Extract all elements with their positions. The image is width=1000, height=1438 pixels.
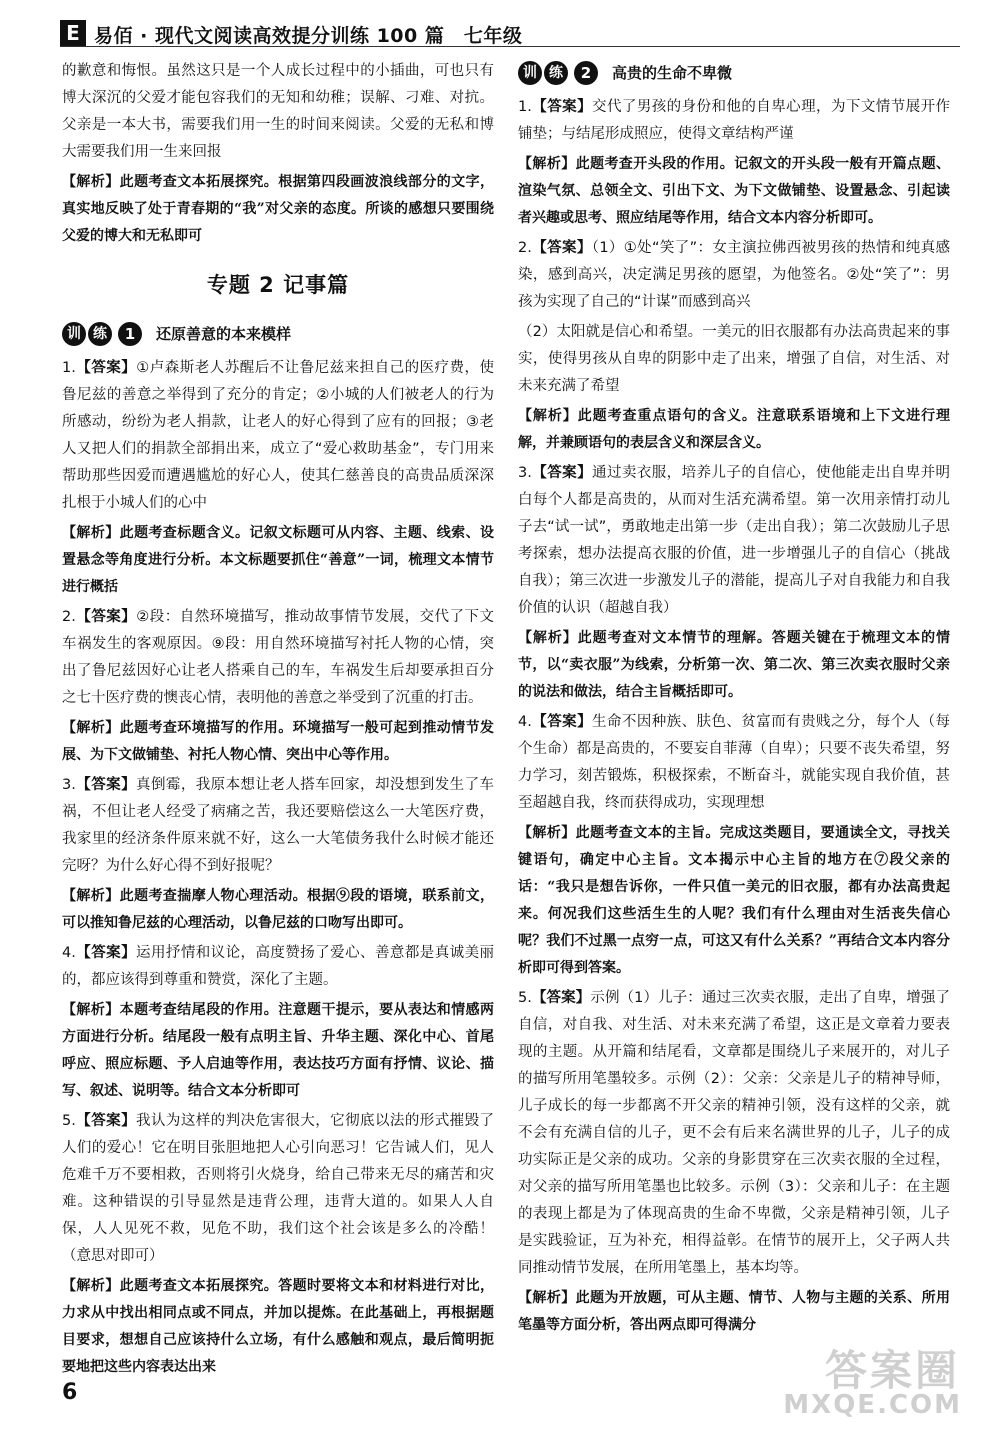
training-title: 高贵的生命不卑微 <box>612 63 733 82</box>
analysis-text: 此题考查揣摩人物心理活动。根据⑨段的语境，联系前文，可以推知鲁尼兹的心理活动，以鲁尼兹的口吻写出即可。 <box>62 888 494 931</box>
answer-item <box>518 235 950 316</box>
watermark <box>750 1338 970 1426</box>
training-heading-1 <box>62 319 494 349</box>
analysis-text: 此题考查对文本情节的理解。答题关键在于梳理文本的情节，以“卖衣服”为线索，分析第一次、第二次、第三次卖衣服时父亲的说法和做法，结合主旨概括即可。 <box>518 630 951 700</box>
book-title: 易佰 · 现代文阅读高效提分训练 100 篇 七年级 <box>94 25 523 47</box>
item-number: 2. <box>518 240 532 256</box>
training-heading-2 <box>518 58 950 88</box>
answer-item <box>518 460 950 622</box>
analysis-tag: 【解析】 <box>62 1278 120 1294</box>
analysis-text: 此题考查文本拓展探究。根据第四段画波浪线部分的文字，真实地反映了处于青春期的“我”对父亲的态度。所谈的感想只要围绕父爱的博大和无私即可 <box>62 174 494 244</box>
analysis-item <box>518 1285 950 1339</box>
answer-text: 交代了男孩的身份和他的自卑心理，为下文情节展开作铺垫；与结尾形成照应，使得文章结构严谨 <box>518 99 950 142</box>
analysis-item <box>62 715 494 769</box>
analysis-item <box>518 625 950 706</box>
answer-tag: 【答案】 <box>531 990 591 1006</box>
train-badge-char: 练 <box>88 322 112 346</box>
answer-text: 我认为这样的判决危害很大，它彻底以法的形式摧毁了人们的爱心！它在明目张胆地把人心引向恶习！它告诫人们，见人危难千万不要相救，否则将引火烧身，给自己带来无尽的痛苦和灾难。这种错误的引导显然是违背公理，违背大道的。如果人人自保，人人见死不救，见危不助，我们这个社会该是多么的冷酷！（意思对即可） <box>62 1113 494 1264</box>
train-badge-char: 训 <box>518 61 542 85</box>
intro-analysis <box>62 169 494 250</box>
analysis-tag: 【解析】 <box>518 825 576 841</box>
answer-text: 真倒霉，我原本想让老人搭车回家，却没想到发生了车祸，不但让老人经受了病痛之苦，我还要赔偿这么一大笔医疗费，我家里的经济条件原来就不好，这么一大笔债务我什么时候才能还完呀？为什么好心得不到好报呢？ <box>62 777 494 874</box>
analysis-item <box>518 403 950 457</box>
answer-tag: 【答案】 <box>75 1113 137 1129</box>
train-badge-char: 练 <box>544 61 568 85</box>
analysis-tag: 【解析】 <box>62 174 120 190</box>
answer-tag: 【答案】 <box>531 99 593 115</box>
left-column <box>62 58 494 1384</box>
answer-text: 示例（1）儿子：通过三次卖衣服，走出了自卑，增强了自信，对自我、对生活、对未来充满了希望，这正是文章着力要表现的主题。从开篇和结尾看，文章都是围绕儿子来展开的，对儿子的描写所用笔墨较多。示例（2）：父亲：父亲是儿子的精神导师，儿子成长的每一步都离不开父亲的精神引领，没有这样的父亲，就不会有充满自信的儿子，更不会有后来名满世界的儿子，儿子的成功实际正是父亲的成功。父亲的身影贯穿在三次卖衣服的全过程，对父亲的描写所用笔墨也比较多。示例（3）：父亲和儿子：在主题的表现上都是为了体现高贵的生命不卑微，父亲是精神引领，儿子是实践验证，互为补充，相得益彰。在情节的展开上，父子两人共同推动情节发展，在所用笔墨上，基本均等。 <box>518 990 951 1276</box>
analysis-item <box>62 997 494 1105</box>
analysis-tag: 【解析】 <box>62 525 120 541</box>
analysis-item <box>62 883 494 937</box>
answer-tag: 【答案】 <box>75 945 137 961</box>
item-number: 4. <box>62 945 76 961</box>
answer-item <box>62 355 494 517</box>
analysis-text: 此题为开放题，可从主题、情节、人物与主题的关系、所用笔墨等方面分析，答出两点即可得满分 <box>518 1290 950 1333</box>
item-number: 4. <box>518 714 532 730</box>
analysis-item <box>518 820 950 982</box>
right-column <box>518 58 950 1342</box>
item-number: 1. <box>62 360 76 376</box>
answer-text: 通过卖衣服，培养儿子的自信心，使他能走出自卑并明白每个人都是高贵的，从而对生活充满希望。第一次用亲情打动儿子去“试一试”，勇敢地走出第一步（走出自我）；第二次鼓励儿子思考探索，想办法提高衣服的价值，进一步增强儿子的自信心（挑战自我）；第三次进一步激发儿子的潜能，提高儿子对自我能力和自我价值的认识（超越自我） <box>518 465 950 616</box>
train-badge-char: 训 <box>62 322 86 346</box>
answer-item <box>62 940 494 994</box>
left-answer-list <box>62 355 494 1381</box>
page-header <box>60 14 960 54</box>
answer-text: ①卢森斯老人苏醒后不让鲁尼兹来担自己的医疗费，使鲁尼兹的善意之举得到了充分的肯定；②小城的人们被老人的行为所感动，纷纷为老人捐款，让老人的好心得到了应有的回报；③老人又把人们的捐款全部捐出来，成立了“爱心救助基金”，专门用来帮助那些因爱而遭遇尴尬的好心人，使其仁慈善良的高贵品质深深扎根于小城人们的心中 <box>62 360 495 511</box>
answer-item <box>518 709 950 817</box>
analysis-text: 此题考查环境描写的作用。环境描写一般可起到推动情节发展、为下文做铺垫、衬托人物心情、突出中心等作用。 <box>62 720 494 763</box>
item-number: 1. <box>518 99 532 115</box>
analysis-text: 此题考查标题含义。记叙文标题可从内容、主题、线索、设置悬念等角度进行分析。本文标题要抓住“善意”一词，梳理文本情节进行概括 <box>62 525 494 595</box>
analysis-tag: 【解析】 <box>518 630 578 646</box>
analysis-text: 此题考查重点语句的含义。注意联系语境和上下文进行理解，并兼顾语句的表层含义和深层含义。 <box>518 408 951 451</box>
page-number: 6 <box>62 1380 78 1405</box>
item-number: 5. <box>62 1113 76 1129</box>
analysis-tag: 【解析】 <box>62 1002 120 1018</box>
intro-paragraph: 的歉意和悔恨。虽然这只是一个人成长过程中的小插曲，可也只有博大深沉的父爱才能包容我们的无知和幼稚；误解、刁难、对抗。父亲是一本大书，需要我们用一生的时间来阅读。父爱的无私和博大需要我们用一生来回报 <box>62 63 494 160</box>
answer-text: 运用抒情和议论，高度赞扬了爱心、善意都是真诚美丽的，都应该得到尊重和赞赏，深化了主题。 <box>62 945 494 988</box>
train-badge-number: 2 <box>574 61 598 85</box>
item-number: 3. <box>62 777 76 793</box>
analysis-text: 本题考查结尾段的作用。注意题干提示，要从表达和情感两方面进行分析。结尾段一般有点明主旨、升华主题、深化中心、首尾呼应、照应标题、予人启迪等作用，表达技巧方面有抒情、议论、描写、叙述、说明等。结合文本分析即可 <box>62 1002 494 1099</box>
answer-continuation: （2）太阳就是信心和希望。一美元的旧衣服都有办法高贵起来的事实，使得男孩从自卑的阴影中走了出来，增强了自信，对生活、对未来充满了希望 <box>518 324 950 394</box>
answer-item <box>62 772 494 880</box>
analysis-text: 此题考查文本的主旨。完成这类题目，要通读全文，寻找关键语句，确定中心主旨。文本揭示中心主旨的地方在⑦段父亲的话：“我只是想告诉你，一件只值一美元的旧衣服，都有办法高贵起来。何况我们这些活生生的人呢？我们有什么理由对生活丧失信心呢？我们不过黑一点穷一点，可这又有什么关系？”再结合文本内容分析即可得到答案。 <box>518 825 950 976</box>
train-badge-number: 1 <box>118 322 142 346</box>
watermark-logo: 答案圈 <box>824 1346 960 1395</box>
answer-text: 生命不因种族、肤色、贫富而有贵贱之分，每个人（每个生命）都是高贵的，不要妄自菲薄（自卑）；只要不丧失希望，努力学习，刻苦锻炼，积极探索，不断奋斗，就能实现自我价值，甚至超越自我，终而获得成功，实现理想 <box>518 714 950 811</box>
analysis-tag: 【解析】 <box>518 408 578 424</box>
analysis-tag: 【解析】 <box>62 720 120 736</box>
analysis-item <box>518 151 950 232</box>
analysis-item <box>62 520 494 601</box>
analysis-tag: 【解析】 <box>62 888 120 904</box>
item-number: 3. <box>518 465 532 481</box>
analysis-tag: 【解析】 <box>518 1290 576 1306</box>
answer-tag: 【答案】 <box>75 609 137 625</box>
analysis-text: 此题考查开头段的作用。记叙文的开头段一般有开篇点题、渲染气氛、总领全文、引出下文、为下文做铺垫、设置悬念、引起读者兴趣或思考、照应结尾等作用，结合文本内容分析即可。 <box>518 156 950 226</box>
analysis-text: 此题考查文本拓展探究。答题时要将文本和材料进行对比，力求从中找出相同点或不同点，并加以提炼。在此基础上，再根据题目要求，想想自己应该持什么立场，有什么感触和观点，最后简明扼要地把这些内容表达出来 <box>62 1278 494 1375</box>
header-rule <box>60 46 960 47</box>
right-answer-list <box>518 94 950 1339</box>
answer-text: ②段：自然环境描写，推动故事情节发展，交代了下文车祸发生的客观原因。⑨段：用自然环境描写衬托人物的心情，突出了鲁尼兹因好心让老人搭乘自己的车，车祸发生后却要承担百分之七十医疗费的懊丧心情，表明他的善意之举受到了沉重的打击。 <box>62 609 495 706</box>
answer-item <box>518 985 950 1282</box>
training-title: 还原善意的本来模样 <box>156 324 292 343</box>
analysis-item <box>62 1273 494 1381</box>
answer-tag: 【答案】 <box>75 777 137 793</box>
answer-tag: 【答案】 <box>75 360 137 376</box>
watermark-url: MXQE.COM <box>783 1390 962 1420</box>
answer-tag: 【答案】 <box>531 240 592 256</box>
section-title: 专题 2 记事篇 <box>206 273 350 297</box>
answer-item <box>62 604 494 712</box>
answer-text: （1）①处“笑了”：女主演拉佛西被男孩的热情和纯真感染，感到高兴，决定满足男孩的愿望，为他签名。②处“笑了”：男孩为实现了自己的“计谋”而感到高兴 <box>518 240 950 310</box>
answer-tag: 【答案】 <box>531 465 593 481</box>
item-number: 2. <box>62 609 76 625</box>
analysis-tag: 【解析】 <box>518 156 576 172</box>
item-number: 5. <box>518 990 532 1006</box>
answer-item <box>518 94 950 148</box>
answer-tag: 【答案】 <box>531 714 593 730</box>
publisher-logo: E <box>60 20 86 46</box>
answer-item <box>62 1108 494 1270</box>
